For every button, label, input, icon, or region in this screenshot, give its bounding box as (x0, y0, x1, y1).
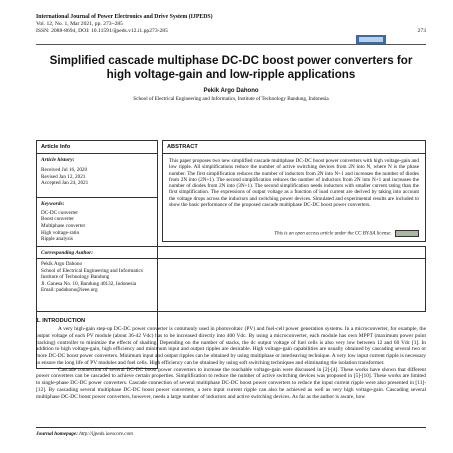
article-info-heading: Article Info (37, 141, 157, 154)
article-history-label: Article history: (41, 157, 75, 163)
corr-school: School of Electrical Engineering and Informatics (41, 267, 143, 274)
history-accepted: Accepted Jan 24, 2021 (41, 180, 89, 187)
history-revised: Revised Jan 12, 2021 (41, 173, 86, 180)
corr-email[interactable]: Email: padahono@ieee.org (41, 287, 98, 294)
abstract-text: This paper proposes two new simplified cascade multiphase DC-DC boost power converters with high voltage-gain and low ripple. All simplifications reduce the number of active switching devices from 2N into N, where N is the phase number. The first simplification reduces the number of inductors from 2N into N+1 and increases the number of diodes from 2N into (2N+1). The second simplification reduces the number of inductors from 2N into N+1 and increases the number of diodes from 2N into (3N+1). The second simplification needs inductors with smaller current rating than the first simplification. The expressions of output voltage as a function of load current are derived by taking into account the voltage drops across the inductors and switching power devices. Simulated and experimental results are included to show the basic performance of the proposed cascade multiphase DC-DC boost power converters. (169, 158, 419, 209)
keyword: Ripple analysis (41, 236, 73, 243)
corresponding-author-heading: Corresponding Author: (37, 247, 425, 259)
keyword: Multiphase converter (41, 222, 86, 229)
introduction-body (36, 326, 426, 400)
cc-by-sa-badge-icon[interactable] (395, 230, 419, 237)
corresponding-author-details (37, 259, 425, 296)
corr-name: Pekik Argo Dahono (41, 261, 83, 267)
corr-address: Jl. Ganesa No. 10, Bandung 40132, Indonesia (41, 280, 137, 287)
paper-title: Simplified cascade multiphase DC-DC boost power converters for high voltage-gain and low-ripple applications (49, 54, 413, 81)
journal-footer (36, 431, 133, 437)
keyword: DC-DC converter (41, 209, 79, 216)
corresponding-author-box (36, 246, 426, 312)
journal-name: International Journal of Power Electronics and Drive System (IJPEDS) (36, 14, 213, 20)
journal-issn: ISSN: 2088-8694, DOI: 10.11591/ijpeds.v12.i1.pp273-285 (36, 28, 168, 34)
keyword: High voltage-ratio (41, 229, 80, 236)
abstract-box (162, 140, 426, 242)
introduction-heading: 1. INTRODUCTION (36, 318, 86, 324)
page-number: 273 (417, 28, 426, 34)
abstract-heading: ABSTRACT (163, 141, 425, 154)
journal-logo (356, 35, 386, 44)
license-note (274, 230, 419, 237)
keywords-list (37, 208, 157, 243)
journal-header (36, 14, 426, 35)
corr-institute: Institute of Technology Bandung (41, 274, 110, 281)
author-name: Pekik Argo Dahono (203, 88, 259, 94)
homepage-link[interactable]: http://ijpeds.iaescore.com (79, 431, 133, 437)
intro-paragraph: A very high-gain step-up DC-DC power converter is commonly used in photovoltaic (PV) and fuel-cell power generation systems. In a microconverter, for example, the output voltage of each PV module (about 36-42 Vdc) has to be increased directly into 400 Vdc. By using a microconverter, each module has own MPPT (maximum power point tracking) controller to minimize the effects of shading. Depending on the number of stacks, the dc output voltage of fuel cells is also very low between 12 and 60 Vdc [1]. In addition to high voltage-gain, high efficiency and minimum input and output ripples are desirable. High voltage-gain capabilities are usually obtained by cascading several two or more DC-DC boost power converters. Minimum input and output ripples can be obtained by using multiphase or interleaving technique. A very low input current ripple is necessary to ensure the long life of PV modules and fuel cells. High efficiency can be obtained by using soft switching techniques and eliminating the isolation transformer. (36, 326, 426, 366)
header-divider (36, 44, 426, 45)
keywords-label: Keywords: (37, 197, 157, 208)
history-received: Received Jul 16, 2020 (41, 167, 88, 173)
keyword: Boost converter (41, 216, 74, 223)
author-affiliation: School of Electrical Engineering and Informatics, Institute of Technology Bandung, Indonesia (133, 96, 329, 102)
article-history (37, 164, 157, 187)
homepage-label: Journal homepage: (36, 431, 78, 437)
license-text: This is an open access article under the CC BY-SA license. (274, 231, 392, 237)
footer-divider (36, 427, 426, 428)
journal-volume: Vol. 12, No. 1, Mar 2021, pp. 273~285 (36, 21, 123, 27)
intro-paragraph: Cascade connection of several DC-DC boost power converters to increase the reachable voltage-gain were discussed in [2]-[4]. These works have shown that different power converters can be cascaded to achieve certain properties. Simplification to reduce the number of active switching devices was proposed in [5]-[10]. These works are limited to single-phase DC-DC power converters. Cascade connection of several multiphase DC-DC boost power converters to reduce the input current ripple were also presented in [11]-[12]. By cascading several multiphase DC-DC boost power converters, a zero input current ripple can also be achieved as well as very high voltage-gain. Cascading several multiphase DC-DC boost power converters, however, needs a large number of inductors and active switching devices. As far as the author is aware, how (36, 366, 426, 400)
